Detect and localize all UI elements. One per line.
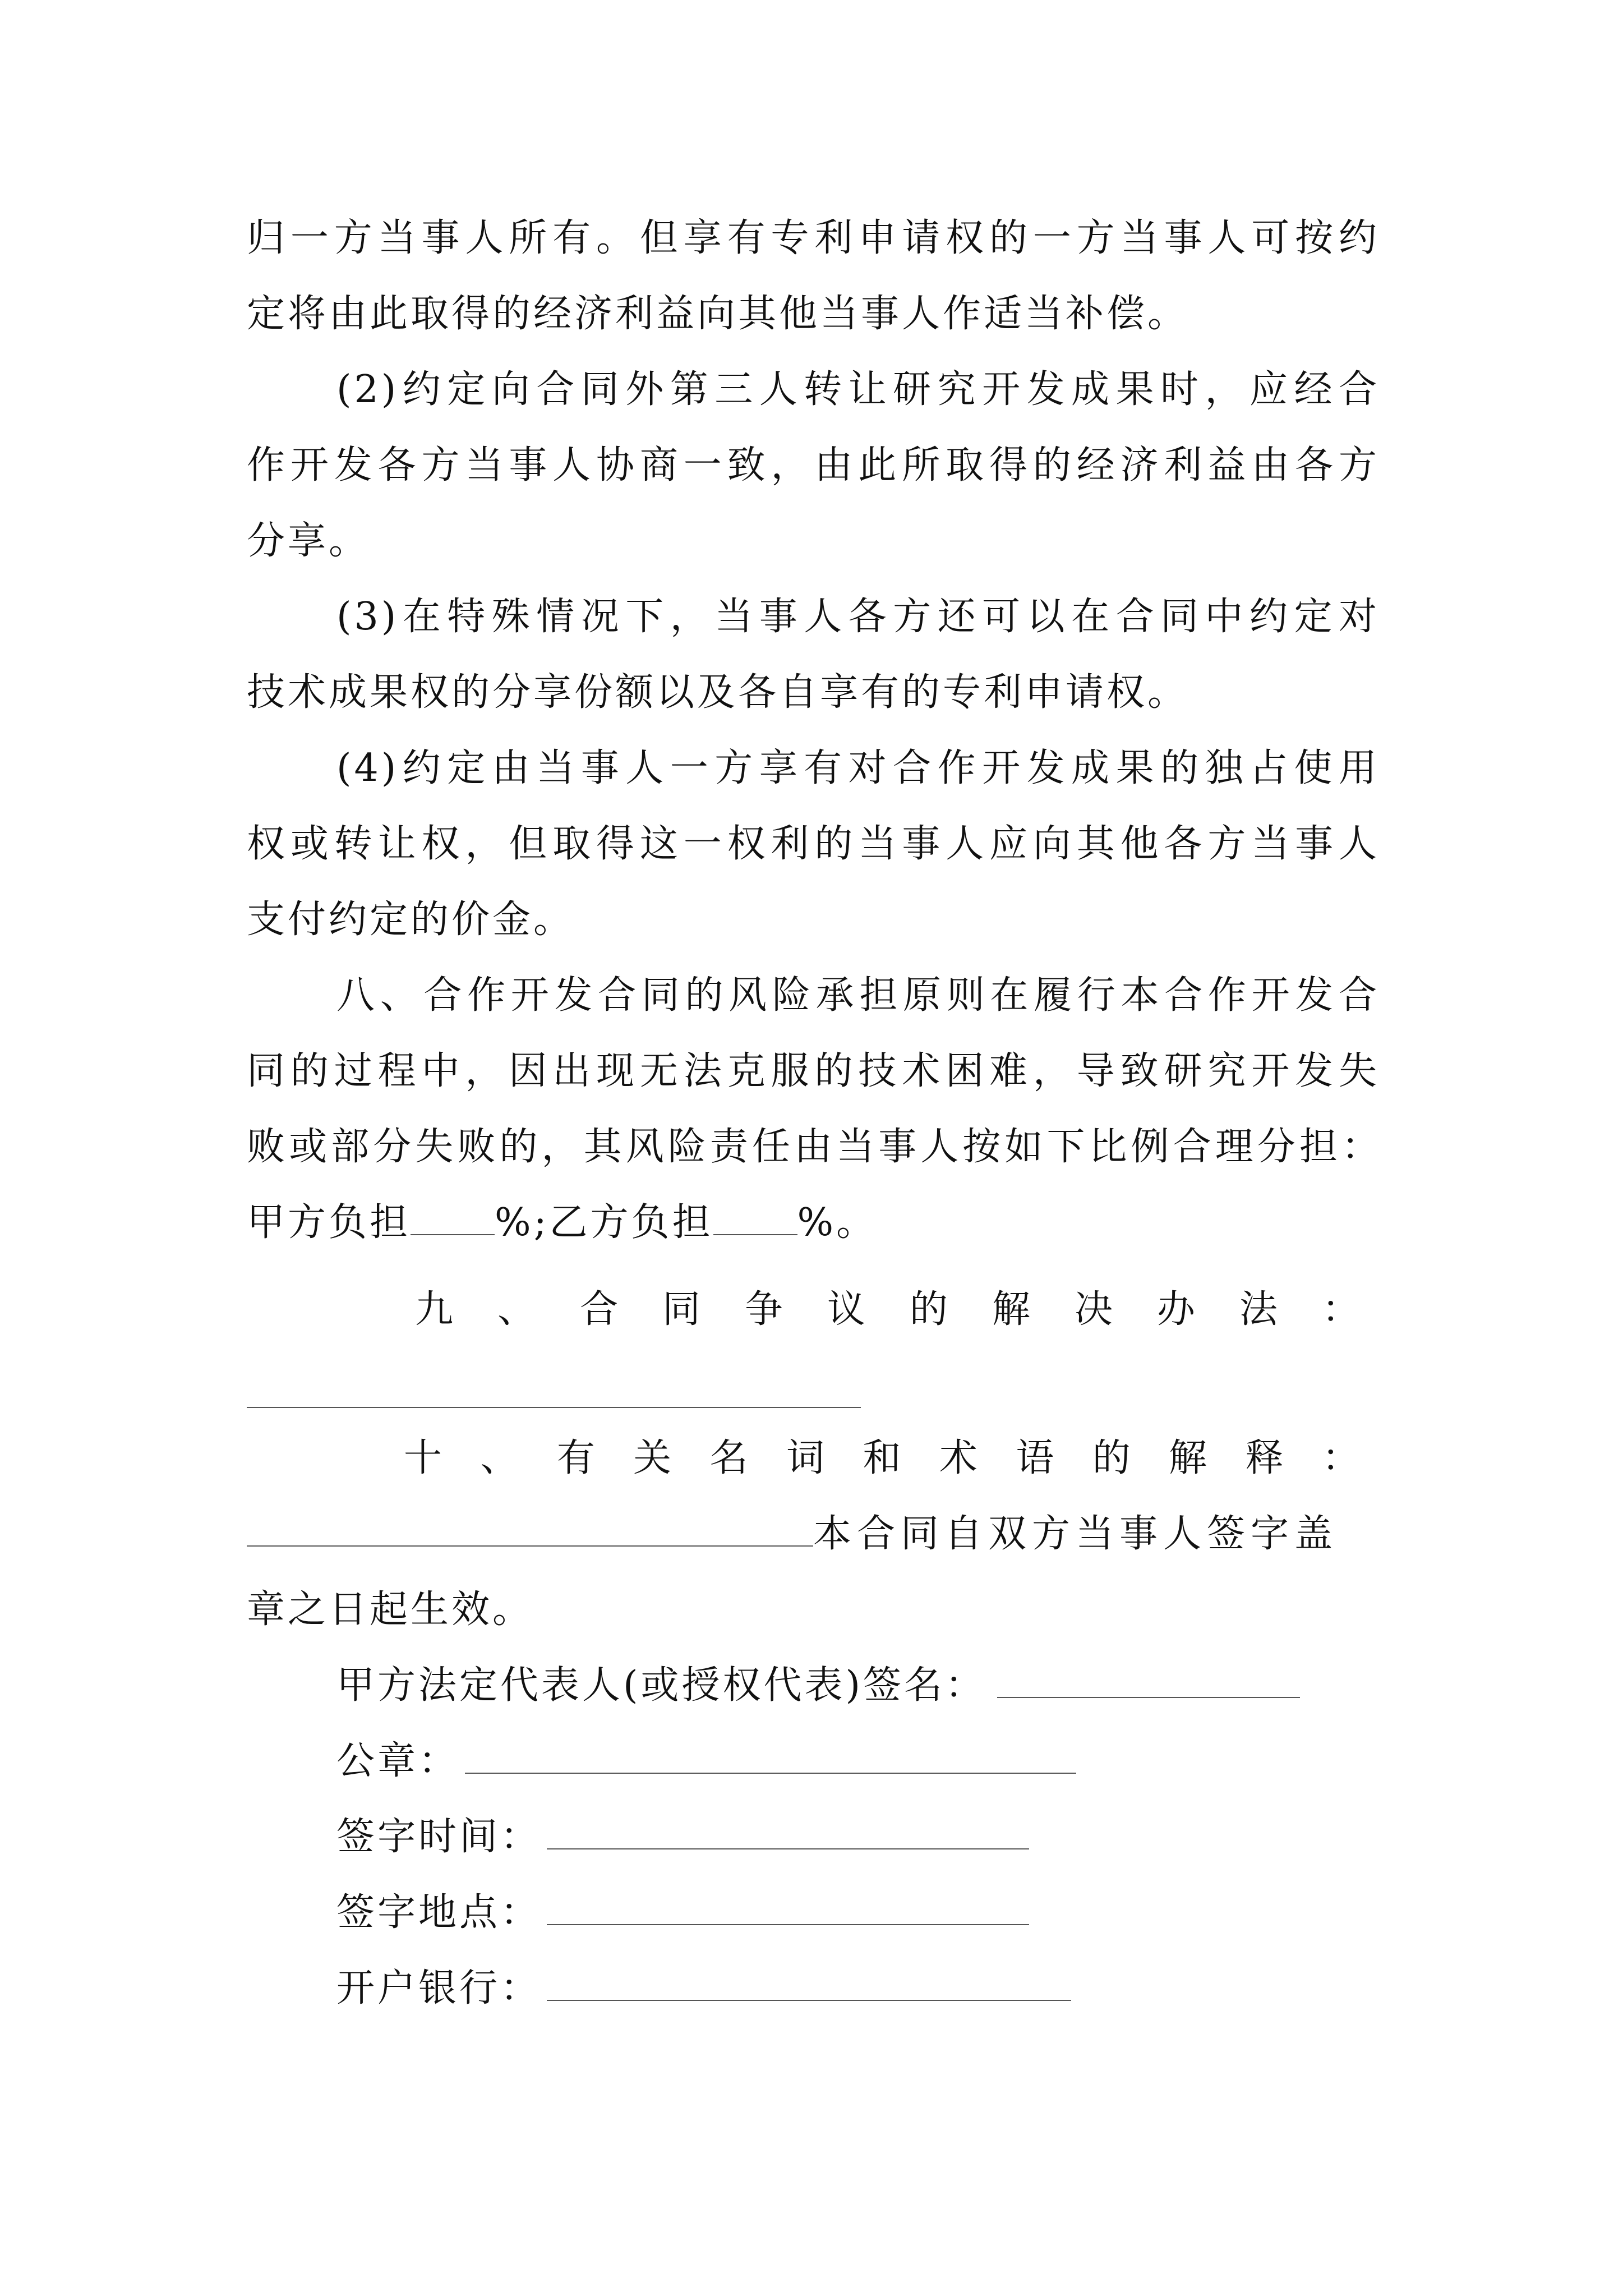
representative-signature-label: 甲方法定代表人(或授权代表)签名：	[336, 1663, 986, 1708]
sign-place-field[interactable]	[547, 1889, 1029, 1925]
paragraph-line: 分享。	[247, 519, 370, 563]
percent-suffix: %。	[797, 1200, 878, 1245]
party-b-share-label: %;乙方负担	[495, 1200, 713, 1245]
seal-label: 公章：	[336, 1739, 460, 1783]
sign-time-field[interactable]	[547, 1814, 1029, 1849]
paragraph-line: 技术成果权的分享份额以及各自享有的专利申请权。	[247, 670, 1189, 715]
clause-2-line: (2)约定向合同外第三人转让研究开发成果时，应经合	[336, 367, 1380, 412]
paragraph-line: 败或部分失败的，其风险责任由当事人按如下比例合理分担：	[247, 1125, 1380, 1169]
clause-4-line: (4)约定由当事人一方享有对合作开发成果的独占使用	[336, 746, 1380, 790]
representative-signature-field[interactable]	[997, 1662, 1300, 1698]
paragraph-line: 章之日起生效。	[247, 1588, 534, 1632]
section-8-line: 八、合作开发合同的风险承担原则在履行本合作开发合	[336, 973, 1380, 1018]
bank-field[interactable]	[547, 1965, 1071, 2001]
section-9-heading: 九、合同争议的解决办法：	[415, 1287, 1363, 1332]
paragraph-line: 作开发各方当事人协商一致，由此所取得的经济利益由各方	[247, 443, 1380, 487]
party-a-share-field[interactable]	[411, 1199, 495, 1235]
bank-row	[336, 1963, 1380, 2014]
paragraph-line: 同的过程中，因出现无法克服的技术困难，导致研究开发失	[247, 1049, 1380, 1093]
risk-share-line	[247, 1198, 1380, 1248]
paragraph-line: 支付约定的价金。	[247, 898, 575, 942]
dispute-resolution-field[interactable]	[247, 1407, 861, 1408]
bank-label: 开户银行：	[336, 1966, 542, 2010]
party-a-share-label: 甲方负担	[247, 1200, 411, 1245]
effective-text: 本合同自双方当事人签字盖	[813, 1512, 1339, 1556]
sign-time-row	[336, 1812, 1380, 1862]
effective-line	[247, 1509, 1380, 1559]
paragraph-line: 权或转让权，但取得这一权利的当事人应向其他各方当事人	[247, 822, 1380, 866]
sign-place-label: 签字地点：	[336, 1890, 542, 1935]
seal-row	[336, 1736, 1380, 1787]
sign-time-label: 签字时间：	[336, 1815, 542, 1859]
paragraph-line: 归一方当事人所有。但享有专利申请权的一方当事人可按约	[247, 216, 1380, 260]
signature-row	[336, 1660, 1380, 1711]
paragraph-line: 定将由此取得的经济利益向其他当事人作适当补偿。	[247, 292, 1189, 336]
terms-definition-field[interactable]	[247, 1511, 813, 1547]
sign-place-row	[336, 1888, 1380, 1938]
party-b-share-field[interactable]	[713, 1199, 797, 1235]
section-10-heading: 十、有关名词和术语的解释：	[404, 1436, 1363, 1480]
seal-field[interactable]	[465, 1738, 1076, 1774]
clause-3-line: (3)在特殊情况下，当事人各方还可以在合同中约定对	[336, 595, 1380, 639]
